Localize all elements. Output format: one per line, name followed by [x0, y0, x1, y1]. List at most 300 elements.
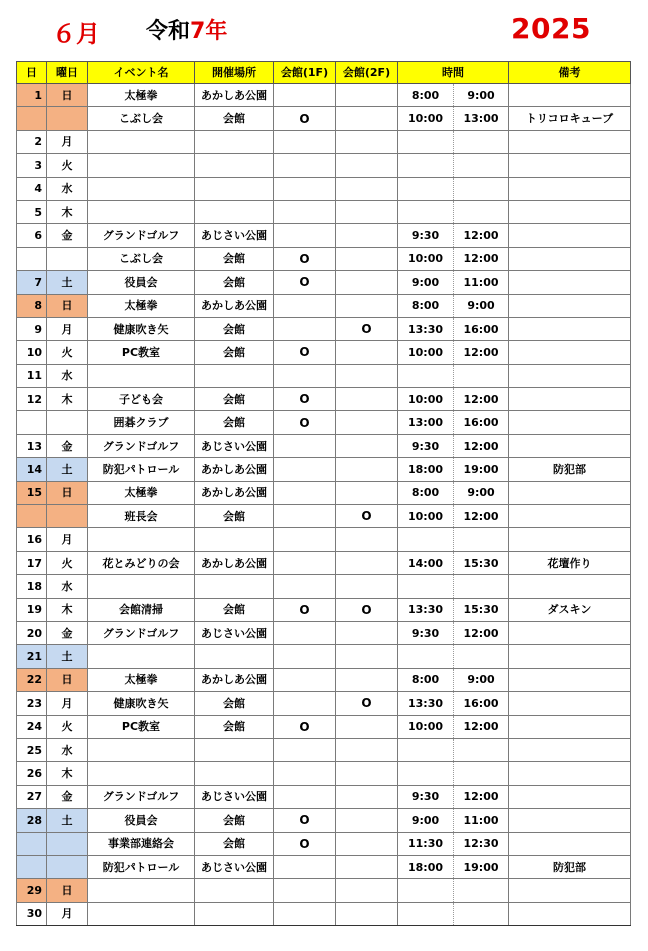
event-name-cell: PC教室: [88, 341, 195, 364]
venue-cell: あかしあ公園: [195, 551, 274, 574]
notes-cell: [509, 692, 631, 715]
end-time-cell: 16:00: [454, 692, 509, 715]
end-time-cell: 12:00: [454, 621, 509, 644]
day-cell: 24: [17, 715, 47, 738]
end-time-cell: [454, 177, 509, 200]
table-row: [17, 692, 631, 715]
day-cell: 8: [17, 294, 47, 317]
weekday-cell: 火: [47, 154, 88, 177]
notes-cell: [509, 715, 631, 738]
hall-2f-cell: [336, 271, 398, 294]
day-cell: [17, 505, 47, 528]
weekday-cell: 木: [47, 200, 88, 223]
weekday-cell: 月: [47, 130, 88, 153]
event-name-cell: 防犯パトロール: [88, 855, 195, 878]
table-row: [17, 645, 631, 668]
start-time-cell: [398, 130, 454, 153]
start-time-cell: [398, 645, 454, 668]
hall-2f-cell: O: [336, 692, 398, 715]
venue-cell: 会館: [195, 715, 274, 738]
notes-cell: ダスキン: [509, 598, 631, 621]
hall-1f-cell: [274, 855, 336, 878]
start-time-cell: 10:00: [398, 341, 454, 364]
notes-cell: 花壇作り: [509, 551, 631, 574]
hall-2f-cell: [336, 715, 398, 738]
start-time-cell: 18:00: [398, 458, 454, 481]
table-row: [17, 458, 631, 481]
end-time-cell: 13:00: [454, 107, 509, 130]
day-cell: 2: [17, 130, 47, 153]
notes-cell: [509, 434, 631, 457]
hall-2f-cell: [336, 668, 398, 691]
venue-cell: あじさい公園: [195, 224, 274, 247]
start-time-cell: 9:30: [398, 621, 454, 644]
venue-cell: 会館: [195, 692, 274, 715]
hall-1f-cell: O: [274, 388, 336, 411]
event-name-cell: 役員会: [88, 809, 195, 832]
notes-cell: [509, 621, 631, 644]
venue-cell: 会館: [195, 271, 274, 294]
venue-cell: 会館: [195, 341, 274, 364]
venue-cell: 会館: [195, 107, 274, 130]
start-time-cell: 13:30: [398, 317, 454, 340]
table-row: [17, 668, 631, 691]
weekday-cell: [47, 855, 88, 878]
day-cell: 10: [17, 341, 47, 364]
notes-cell: [509, 294, 631, 317]
notes-cell: [509, 738, 631, 761]
hall-2f-cell: [336, 177, 398, 200]
weekday-cell: 日: [47, 879, 88, 902]
hall-1f-cell: [274, 200, 336, 223]
table-row: [17, 388, 631, 411]
start-time-cell: 9:30: [398, 224, 454, 247]
hall-2f-cell: [336, 224, 398, 247]
event-name-cell: グランドゴルフ: [88, 785, 195, 808]
day-cell: 20: [17, 621, 47, 644]
hall-2f-cell: [336, 832, 398, 855]
end-time-cell: 9:00: [454, 294, 509, 317]
day-cell: 23: [17, 692, 47, 715]
venue-cell: 会館: [195, 317, 274, 340]
weekday-cell: [47, 832, 88, 855]
event-name-cell: [88, 528, 195, 551]
event-name-cell: 太極拳: [88, 84, 195, 107]
end-time-cell: [454, 364, 509, 387]
hall-1f-cell: [274, 224, 336, 247]
weekday-cell: 土: [47, 271, 88, 294]
end-time-cell: 19:00: [454, 458, 509, 481]
event-name-cell: [88, 364, 195, 387]
venue-cell: [195, 154, 274, 177]
start-time-cell: 9:00: [398, 809, 454, 832]
notes-cell: [509, 364, 631, 387]
col-header-hall-1f: 会館(1F): [274, 62, 336, 84]
day-cell: 21: [17, 645, 47, 668]
venue-cell: [195, 177, 274, 200]
table-row: [17, 224, 631, 247]
weekday-cell: 日: [47, 84, 88, 107]
start-time-cell: 10:00: [398, 247, 454, 270]
table-row: [17, 107, 631, 130]
table-row: [17, 154, 631, 177]
day-cell: 14: [17, 458, 47, 481]
day-cell: 17: [17, 551, 47, 574]
notes-cell: [509, 341, 631, 364]
hall-2f-cell: O: [336, 598, 398, 621]
notes-cell: [509, 84, 631, 107]
notes-cell: 防犯部: [509, 855, 631, 878]
col-header-time: 時間: [398, 62, 509, 84]
col-header-weekday: 曜日: [47, 62, 88, 84]
hall-1f-cell: [274, 294, 336, 317]
venue-cell: あかしあ公園: [195, 458, 274, 481]
hall-1f-cell: [274, 505, 336, 528]
notes-cell: [509, 224, 631, 247]
hall-2f-cell: [336, 107, 398, 130]
hall-1f-cell: O: [274, 832, 336, 855]
hall-1f-cell: [274, 551, 336, 574]
table-row: [17, 505, 631, 528]
end-time-cell: 12:00: [454, 785, 509, 808]
start-time-cell: 10:00: [398, 107, 454, 130]
table-row: [17, 762, 631, 785]
event-name-cell: 健康吹き矢: [88, 692, 195, 715]
start-time-cell: 9:30: [398, 785, 454, 808]
day-cell: 26: [17, 762, 47, 785]
hall-2f-cell: [336, 575, 398, 598]
weekday-cell: [47, 505, 88, 528]
venue-cell: [195, 130, 274, 153]
day-cell: [17, 107, 47, 130]
end-time-cell: 15:30: [454, 551, 509, 574]
hall-1f-cell: [274, 481, 336, 504]
event-name-cell: 健康吹き矢: [88, 317, 195, 340]
start-time-cell: 14:00: [398, 551, 454, 574]
end-time-cell: 12:00: [454, 715, 509, 738]
notes-cell: [509, 505, 631, 528]
event-name-cell: [88, 738, 195, 761]
venue-cell: 会館: [195, 809, 274, 832]
col-header-place: 開催場所: [195, 62, 274, 84]
era-title: [146, 14, 227, 45]
day-cell: [17, 855, 47, 878]
notes-cell: [509, 809, 631, 832]
weekday-cell: 金: [47, 434, 88, 457]
notes-cell: トリコロキューブ: [509, 107, 631, 130]
table-row: [17, 247, 631, 270]
hall-2f-cell: [336, 200, 398, 223]
hall-1f-cell: [274, 738, 336, 761]
hall-1f-cell: [274, 458, 336, 481]
table-row: [17, 738, 631, 761]
table-row: [17, 84, 631, 107]
col-header-day: 日: [17, 62, 47, 84]
hall-1f-cell: [274, 692, 336, 715]
end-time-cell: [454, 130, 509, 153]
end-time-cell: 12:00: [454, 224, 509, 247]
start-time-cell: [398, 154, 454, 177]
hall-1f-cell: [274, 84, 336, 107]
hall-2f-cell: [336, 84, 398, 107]
event-name-cell: 防犯パトロール: [88, 458, 195, 481]
venue-cell: [195, 645, 274, 668]
hall-1f-cell: [274, 528, 336, 551]
hall-2f-cell: [336, 551, 398, 574]
era-year: 7年: [190, 19, 228, 44]
col-header-hall-2f: 会館(2F): [336, 62, 398, 84]
end-time-cell: [454, 879, 509, 902]
table-row: [17, 551, 631, 574]
day-cell: 6: [17, 224, 47, 247]
weekday-cell: 日: [47, 294, 88, 317]
event-name-cell: こぶし会: [88, 247, 195, 270]
weekday-cell: 火: [47, 341, 88, 364]
notes-cell: [509, 247, 631, 270]
start-time-cell: [398, 902, 454, 925]
hall-2f-cell: [336, 247, 398, 270]
notes-cell: [509, 154, 631, 177]
notes-cell: [509, 200, 631, 223]
table-row: [17, 411, 631, 434]
hall-1f-cell: [274, 364, 336, 387]
day-cell: 25: [17, 738, 47, 761]
venue-cell: あじさい公園: [195, 434, 274, 457]
venue-cell: あかしあ公園: [195, 84, 274, 107]
end-time-cell: 19:00: [454, 855, 509, 878]
hall-2f-cell: [336, 879, 398, 902]
weekday-cell: 金: [47, 785, 88, 808]
notes-cell: [509, 879, 631, 902]
venue-cell: [195, 364, 274, 387]
weekday-cell: [47, 411, 88, 434]
weekday-cell: 火: [47, 715, 88, 738]
day-cell: 19: [17, 598, 47, 621]
event-name-cell: 太極拳: [88, 668, 195, 691]
start-time-cell: 8:00: [398, 84, 454, 107]
venue-cell: あじさい公園: [195, 855, 274, 878]
col-header-notes: 備考: [509, 62, 631, 84]
weekday-cell: 木: [47, 598, 88, 621]
end-time-cell: 12:30: [454, 832, 509, 855]
venue-cell: 会館: [195, 411, 274, 434]
start-time-cell: 9:00: [398, 271, 454, 294]
venue-cell: あかしあ公園: [195, 294, 274, 317]
hall-2f-cell: [336, 294, 398, 317]
weekday-cell: 月: [47, 317, 88, 340]
day-cell: 18: [17, 575, 47, 598]
day-cell: 15: [17, 481, 47, 504]
start-time-cell: [398, 575, 454, 598]
event-name-cell: [88, 645, 195, 668]
table-row: [17, 598, 631, 621]
venue-cell: 会館: [195, 388, 274, 411]
weekday-cell: 水: [47, 738, 88, 761]
event-name-cell: 会館清掃: [88, 598, 195, 621]
notes-cell: [509, 762, 631, 785]
table-row: [17, 341, 631, 364]
schedule-body: [17, 84, 631, 926]
hall-2f-cell: O: [336, 505, 398, 528]
hall-1f-cell: O: [274, 411, 336, 434]
weekday-cell: 月: [47, 692, 88, 715]
notes-cell: [509, 177, 631, 200]
notes-cell: [509, 411, 631, 434]
end-time-cell: 9:00: [454, 668, 509, 691]
event-name-cell: 班長会: [88, 505, 195, 528]
notes-cell: [509, 481, 631, 504]
hall-1f-cell: [274, 621, 336, 644]
table-row: [17, 879, 631, 902]
venue-cell: あじさい公園: [195, 621, 274, 644]
end-time-cell: 16:00: [454, 411, 509, 434]
hall-2f-cell: [336, 458, 398, 481]
end-time-cell: 12:00: [454, 388, 509, 411]
weekday-cell: 月: [47, 902, 88, 925]
weekday-cell: [47, 107, 88, 130]
venue-cell: [195, 575, 274, 598]
weekday-cell: [47, 247, 88, 270]
weekday-cell: 日: [47, 668, 88, 691]
end-time-cell: 12:00: [454, 341, 509, 364]
start-time-cell: 10:00: [398, 505, 454, 528]
hall-2f-cell: [336, 154, 398, 177]
hall-2f-cell: [336, 341, 398, 364]
start-time-cell: 18:00: [398, 855, 454, 878]
hall-2f-cell: [336, 738, 398, 761]
hall-1f-cell: [274, 154, 336, 177]
start-time-cell: 13:30: [398, 692, 454, 715]
end-time-cell: 15:30: [454, 598, 509, 621]
end-time-cell: [454, 528, 509, 551]
notes-cell: [509, 317, 631, 340]
venue-cell: あじさい公園: [195, 785, 274, 808]
hall-1f-cell: O: [274, 107, 336, 130]
end-time-cell: [454, 154, 509, 177]
hall-1f-cell: [274, 575, 336, 598]
start-time-cell: 10:00: [398, 715, 454, 738]
table-row: [17, 130, 631, 153]
venue-cell: 会館: [195, 832, 274, 855]
hall-2f-cell: [336, 621, 398, 644]
event-schedule-table: [16, 61, 631, 926]
hall-2f-cell: O: [336, 317, 398, 340]
event-name-cell: [88, 879, 195, 902]
event-name-cell: 太極拳: [88, 294, 195, 317]
notes-cell: [509, 902, 631, 925]
hall-2f-cell: [336, 528, 398, 551]
day-cell: 16: [17, 528, 47, 551]
venue-cell: [195, 762, 274, 785]
event-name-cell: [88, 575, 195, 598]
event-name-cell: [88, 902, 195, 925]
start-time-cell: 10:00: [398, 388, 454, 411]
event-name-cell: 役員会: [88, 271, 195, 294]
end-time-cell: 9:00: [454, 481, 509, 504]
start-time-cell: [398, 738, 454, 761]
day-cell: 11: [17, 364, 47, 387]
event-name-cell: [88, 154, 195, 177]
weekday-cell: 金: [47, 224, 88, 247]
venue-cell: [195, 738, 274, 761]
hall-2f-cell: [336, 411, 398, 434]
weekday-cell: 水: [47, 364, 88, 387]
start-time-cell: [398, 177, 454, 200]
table-row: [17, 294, 631, 317]
event-name-cell: グランドゴルフ: [88, 224, 195, 247]
table-row: [17, 902, 631, 925]
start-time-cell: 9:30: [398, 434, 454, 457]
event-name-cell: こぶし会: [88, 107, 195, 130]
day-cell: 28: [17, 809, 47, 832]
end-time-cell: 12:00: [454, 434, 509, 457]
day-cell: 29: [17, 879, 47, 902]
day-cell: [17, 832, 47, 855]
start-time-cell: 13:00: [398, 411, 454, 434]
day-cell: 13: [17, 434, 47, 457]
start-time-cell: 8:00: [398, 481, 454, 504]
notes-cell: [509, 575, 631, 598]
notes-cell: [509, 130, 631, 153]
hall-1f-cell: [274, 645, 336, 668]
notes-cell: 防犯部: [509, 458, 631, 481]
day-cell: 7: [17, 271, 47, 294]
hall-1f-cell: [274, 317, 336, 340]
table-row: [17, 200, 631, 223]
table-row: [17, 809, 631, 832]
table-row: [17, 481, 631, 504]
notes-cell: [509, 785, 631, 808]
event-name-cell: [88, 762, 195, 785]
notes-cell: [509, 668, 631, 691]
start-time-cell: [398, 879, 454, 902]
table-row: [17, 575, 631, 598]
weekday-cell: 土: [47, 809, 88, 832]
hall-1f-cell: [274, 130, 336, 153]
weekday-cell: 月: [47, 528, 88, 551]
day-cell: [17, 247, 47, 270]
venue-cell: 会館: [195, 598, 274, 621]
weekday-cell: 土: [47, 458, 88, 481]
year-title: 2025: [511, 12, 591, 45]
weekday-cell: 日: [47, 481, 88, 504]
start-time-cell: [398, 364, 454, 387]
table-row: [17, 528, 631, 551]
weekday-cell: 水: [47, 575, 88, 598]
venue-cell: [195, 879, 274, 902]
weekday-cell: 水: [47, 177, 88, 200]
notes-cell: [509, 832, 631, 855]
table-row: [17, 434, 631, 457]
hall-2f-cell: [336, 785, 398, 808]
hall-2f-cell: [336, 855, 398, 878]
hall-2f-cell: [336, 762, 398, 785]
hall-1f-cell: O: [274, 271, 336, 294]
end-time-cell: 12:00: [454, 247, 509, 270]
hall-2f-cell: [336, 364, 398, 387]
table-row: [17, 317, 631, 340]
hall-2f-cell: [336, 809, 398, 832]
venue-cell: [195, 528, 274, 551]
event-name-cell: 子ども会: [88, 388, 195, 411]
end-time-cell: 11:00: [454, 809, 509, 832]
notes-cell: [509, 645, 631, 668]
weekday-cell: 金: [47, 621, 88, 644]
hall-1f-cell: [274, 902, 336, 925]
hall-2f-cell: [336, 434, 398, 457]
event-name-cell: [88, 200, 195, 223]
notes-cell: [509, 271, 631, 294]
